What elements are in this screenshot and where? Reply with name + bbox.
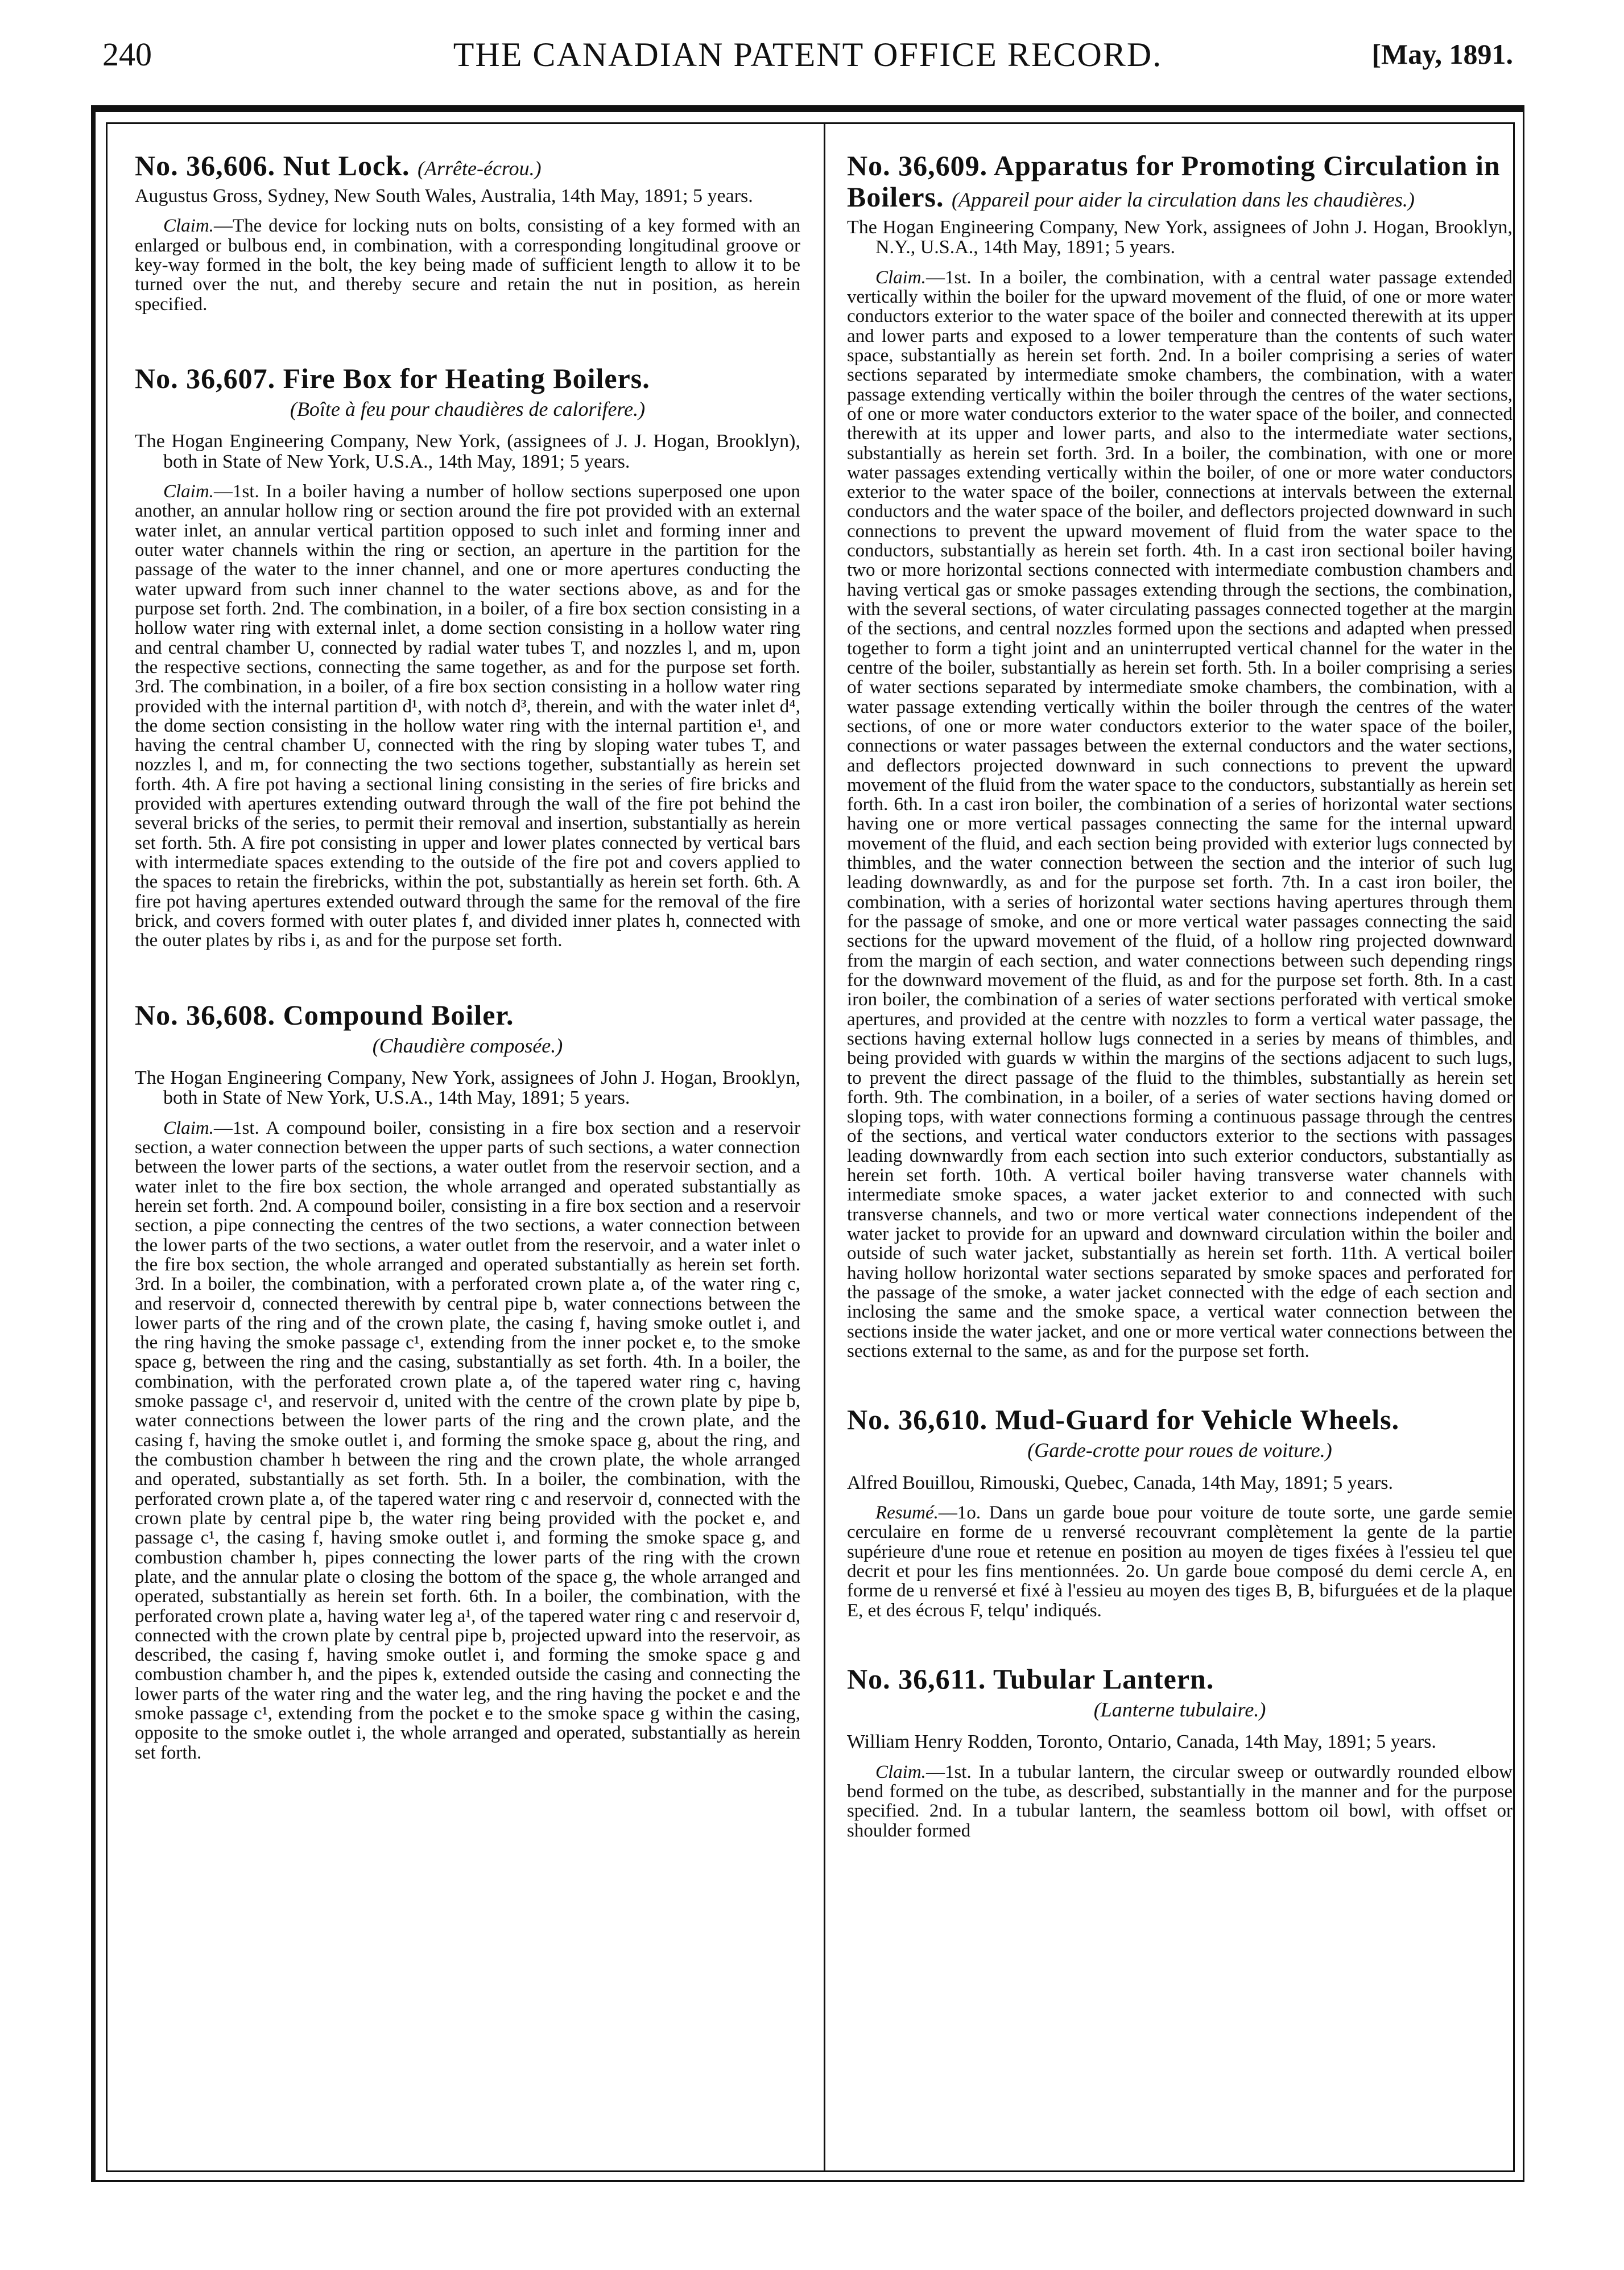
patent-claim <box>135 1119 800 1763</box>
claim-lead: Resumé. <box>875 1503 939 1524</box>
patent-title: Apparatus for Promoting Circulation in Boilers. <box>847 150 1501 213</box>
patent-title: Mud-Guard for Vehicle Wheels. <box>995 1404 1400 1436</box>
patent-entry-36608 <box>135 1000 800 1763</box>
right-column <box>847 147 1513 1852</box>
claim-text: —1o. Dans un garde boue pour voiture de toute sorte, une garde semie cerculaire en forme de u renversé recouvrant complètement la gente de la partie supérieure d'une roue et retenue en position au moyen de tiges fixées à l'essieu tel que decrit et pour les fins mentionnées. 2o. Un garde boue composé du demi cercle A, en forme de u renversé et fixé à l'essieu au moyen des tiges B, B, bifurguées et de la plaque E, et des écrous F, telqu' indiqués. <box>847 1503 1513 1621</box>
patent-french-title: (Arrête-écrou.) <box>418 157 542 180</box>
patent-heading <box>135 1000 800 1031</box>
patent-number: No. 36,608. <box>135 998 276 1031</box>
patent-heading <box>135 363 800 394</box>
column-divider <box>824 124 825 2170</box>
patent-byline: Augustus Gross, Sydney, New South Wales, Australia, 14th May, 1891; 5 years. <box>135 185 753 207</box>
patent-french-title: (Garde-crotte pour roues de voiture.) <box>1027 1439 1332 1462</box>
content-border <box>106 122 1515 2172</box>
patent-byline: William Henry Rodden, Toronto, Ontario, Canada, 14th May, 1891; 5 years. <box>847 1731 1436 1753</box>
patent-byline: The Hogan Engineering Company, New York, assignees of John J. Hogan, Brooklyn, N.Y., U.S.A., 14th May, 1891; 5 years. <box>847 217 1513 258</box>
patent-heading <box>847 1664 1513 1695</box>
patent-claim <box>847 1763 1513 1840</box>
claim-lead: Claim. <box>163 216 214 237</box>
patent-entry-36607 <box>135 363 800 951</box>
patent-entry-36606 <box>135 150 800 314</box>
claim-lead: Claim. <box>875 1761 926 1782</box>
patent-french-title: (Chaudière composée.) <box>372 1034 563 1057</box>
claim-text: —1st. A compound boiler, consisting in a fire box section and a reservoir section, a water connection between the upper parts of such sections, a water connection between the lower parts of the sections, a water outlet from the reservoir section, and a water inlet to the fire box section, the whole arranged and operated substantially as herein set forth. 2nd. A compound boiler, consisting in a fire box section and a reservoir section, a pipe connecting the centres of the two sections, a water connection between the lower parts of the two sections, a water outlet from the reservoir, and a water inlet o the fire box section, the whole arranged and operated substantially as herein set forth. 3rd. In a boiler, the combination, with a perforated crown plate a, of the water ring c, and reservoir d, connected therewith by central pipe b, water connections between the lower parts of the ring and of the crown plate, the casing f, having smoke outlet i, and the ring having the smoke passage c¹, extending from the inner pocket e, to the smoke space g, between the ring and the casing, substantially as set forth. 4th. In a boiler, the combination, with the perforated crown plate a, of the tapered water ring c, having smoke passage c¹, and reservoir d, united with the centre of the crown plate by pipe b, water connections between the lower parts of the ring and the crown plate, and the casing f, having the smoke outlet i, and forming the smoke space g, about the ring, and the combustion chamber h between the ring and the crown plate, the whole arranged and operated, substantially as set forth. 5th. In a boiler, the combination, with the perforated crown plate a, of the tapered water ring c and reservoir d, connected with the crown plate by central pipe b, the water ring being provided with the pocket e, and passage c¹, the casing f, having smoke outlet i, and forming the smoke space g, and combustion chamber h, pipes connecting the lower parts of the ring with the crown plate, and the annular plate o closing the bottom of the space g, the whole arranged and operated, substantially as herein set forth. 6th. In a boiler, the combination, with the perforated crown plate a, having water leg a¹, of the tapered water ring c and reservoir d, connected with the crown plate by central pipe b, projected upward into the reservoir, as described, the casing f, having smoke outlet i, and forming the smoke space g and combustion chamber h, and the pipes k, extended outside the casing and connecting the lower parts of the water ring and the water leg, and the ring having the pocket e and the smoke passage c¹, extending from the pocket e to the smoke space g within the casing, opposite to the smoke outlet i, the whole arranged and operated, substantially as herein set forth. <box>135 1117 800 1763</box>
patent-claim <box>847 268 1513 1361</box>
patent-heading <box>847 150 1513 213</box>
claim-text: —1st. In a boiler, the combination, with a central water passage extended vertically within the boiler for the upward movement of the fluid, of one or more water conductors exterior to the water space of the boiler and connected therewith at its upper and lower parts and exposed to a lower temperature than the contents of such water space, substantially as herein set forth. 2nd. In a boiler comprising a series of water sections separated by intermediate smoke chambers, the combination, with a water passage extending vertically within the boiler through the centres of the water sections, of one or more water conductors exterior to the water space of the boiler, and connected therewith at its upper and lower parts, and also to the intermediate water sections, substantially as herein set forth. 3rd. In a boiler, the combination, with one or more water passages extending vertically within the boiler, of one or more water conductors exterior to the water space of the boiler, connections at intervals between the external conductors and the water space of the boiler, and deflectors projected downward in such connections to prevent the upward movement of fluid from the water space to the conductors, substantially as herein set forth. 4th. In a cast iron sectional boiler having two or more horizontal sections connected with intermediate combustion chambers and having vertical gas or smoke passages extending through the sections, the combination, with the several sections, of water circulating passages connected together at the margin of the sections, and central nozzles formed upon the sections and adapted when pressed together to form a tight joint and an uninterrupted vertical channel for the water in the centre of the boiler, substantially as herein set forth. 5th. In a boiler comprising a series of water sections separated by intermediate smoke chambers, the combination, with a water passage extending vertically within the boiler through the centres of the water sections, of one or more water conductors exterior to the water space of the boiler, connections or water passages between the external conductors and the water sections, and deflectors projected downward in such connections to prevent the upward movement of the fluid from the water space to the conductors, substantially as herein set forth. 6th. In a cast iron boiler, the combination of a series of horizontal water sections having one or more vertical passages connecting the same for the internal upward movement of the fluid, and each section being provided with exterior lugs connected by thimbles, and the water connection between the section and the interior of such lug leading downwardly, as and for the purpose set forth. 7th. In a cast iron boiler, the combination, with a series of horizontal water sections having apertures through them for the passage of smoke, and one or more vertical water passages connecting the said sections for the upward movement of the fluid, of a hollow ring projected downward from the margin of each section, and water connections between such depending rings for the downward movement of the fluid, as and for the purpose set forth. 8th. In a cast iron boiler, the combination of a series of water sections perforated with vertical smoke apertures, and provided at the centre with nozzles to form a vertical water passage, the sections having external hollow lugs connected in a series by means of thimbles, and being provided with guards w within the margins of the sections adjacent to such lugs, to prevent the direct passage of the fluid to the thimbles, substantially as herein set forth. 9th. The combination, in a boiler, of a series of water sections having domed or sloping tops, with water connections forming a continuous passage through the centres of the sections, and vertical water conductors exterior to the sections with passages leading downwardly from each section into such exterior conductors, substantially as herein set forth. 10th. A vertical boiler having transverse water channels with intermediate smoke spaces, a water jacket exterior to and connected with such transverse channels, and two or more vertical water connections independent of the water jacket to provide for an upward and downward circulation within the boiler and outside of such water jacket, substantially as herein set forth. 11th. A vertical boiler having hollow horizontal water sections separated by smoke spaces and perforated for the passage of the smoke, a water jacket connected with the edge of each section and inclosing the same and the smoke space, a vertical water connection between the sections inside the water jacket, and one or more vertical water connections between the sections external to the same, as and for the purpose set forth. <box>847 267 1513 1361</box>
patent-number: No. 36,606. <box>135 150 276 181</box>
patent-title: Fire Box for Heating Boilers. <box>283 362 650 394</box>
publication-title: THE CANADIAN PATENT OFFICE RECORD. <box>453 36 1163 73</box>
issue-date: [May, 1891. <box>1371 38 1513 70</box>
patent-number: No. 36,610. <box>847 1404 988 1436</box>
patent-number: No. 36,609. <box>847 150 988 181</box>
patent-entry-36611 <box>847 1664 1513 1840</box>
patent-heading <box>135 150 800 181</box>
claim-lead: Claim. <box>163 481 214 502</box>
patent-number: No. 36,607. <box>135 362 276 394</box>
patent-number: No. 36,611. <box>847 1662 986 1695</box>
patent-heading <box>847 1404 1513 1435</box>
patent-title: Compound Boiler. <box>283 998 514 1031</box>
patent-claim <box>135 482 800 951</box>
claim-text: —1st. In a tubular lantern, the circular sweep or outwardly rounded elbow bend formed on the tube, as described, substantially in the manner and for the purpose specified. 2nd. In a tubular lantern, the seamless bottom oil bowl, with offset or shoulder formed <box>847 1761 1513 1841</box>
page-frame <box>91 105 1524 2182</box>
claim-text: —The device for locking nuts on bolts, consisting of a key formed with an enlarged or bulbous end, in combination, with a corresponding longitudinal groove or key-way formed in the bolt, the key being made of sufficient length to allow it to be turned over the nut, and thereby secure and retain the nut in position, as herein specified. <box>135 216 800 315</box>
patent-french-title: (Lanterne tubulaire.) <box>1093 1698 1266 1721</box>
page-number: 240 <box>102 36 152 73</box>
patent-title: Tubular Lantern. <box>993 1662 1214 1695</box>
patent-claim <box>847 1503 1513 1620</box>
patent-claim <box>135 216 800 314</box>
patent-byline: The Hogan Engineering Company, New York, assignees of John J. Hogan, Brooklyn, both in State of New York, U.S.A., 14th May, 1891; 5 years. <box>135 1067 800 1109</box>
claim-lead: Claim. <box>875 267 926 288</box>
claim-lead: Claim. <box>163 1117 214 1138</box>
patent-entry-36610 <box>847 1404 1513 1620</box>
patent-byline: The Hogan Engineering Company, New York, (assignees of J. J. Hogan, Brooklyn), both in State of New York, U.S.A., 14th May, 1891; 5 years. <box>135 431 800 472</box>
patent-french-title: (Boîte à feu pour chaudières de calorifere.) <box>290 397 646 420</box>
patent-byline: Alfred Bouillou, Rimouski, Quebec, Canada, 14th May, 1891; 5 years. <box>847 1472 1394 1493</box>
patent-french-title: (Appareil pour aider la circulation dans les chaudières.) <box>951 188 1415 211</box>
patent-title: Nut Lock. <box>283 150 410 181</box>
claim-text: —1st. In a boiler having a number of hollow sections superposed one upon another, an annular hollow ring or section around the fire pot provided with an external water inlet, an annular vertical partition opposed to such inlet and forming inner and outer water channels within the ring or section, an aperture in the partition for the passage of the water to the inner channel, and one or more apertures conducting the water upward from such inner channel to the water sections above, as and for the purpose set forth. 2nd. The combination, in a boiler, of a fire box section consisting in a hollow water ring with external inlet, a dome section consisting in a hollow water ring and central chamber U, connected by radial water tubes T, and nozzles l, and m, upon the respective sections, connecting the same together, as and for the purpose set forth. 3rd. The combination, in a boiler, of a fire box section consisting in a hollow water ring provided with the internal partition d¹, with notch d³, therein, and with the water inlet d⁴, the dome section consisting in the hollow water ring with the internal partition e¹, and having the central chamber U, connected with the ring by sloping water tubes T, and nozzles l, and m, for connecting the two sections together, substantially as herein set forth. 4th. A fire pot having a sectional lining consisting in the series of fire bricks and provided with apertures extending outward through the wall of the fire pot behind the several bricks of the series, to permit their removal and insertion, substantially as herein set forth. 5th. A fire pot consisting in upper and lower plates connected by vertical bars with intermediate spaces extending to the outside of the fire pot and covers applied to the spaces to retain the firebricks, within the pot, substantially as herein set forth. 6th. A fire pot having apertures extended outward through the same for the removal of the fire brick, and covers formed with outer plates f, and divided inner plates h, connected with the outer plates by ribs i, as and for the purpose set forth. <box>135 481 800 951</box>
patent-entry-36609 <box>847 150 1513 1361</box>
page-header <box>102 35 1513 81</box>
left-column <box>135 147 800 1774</box>
